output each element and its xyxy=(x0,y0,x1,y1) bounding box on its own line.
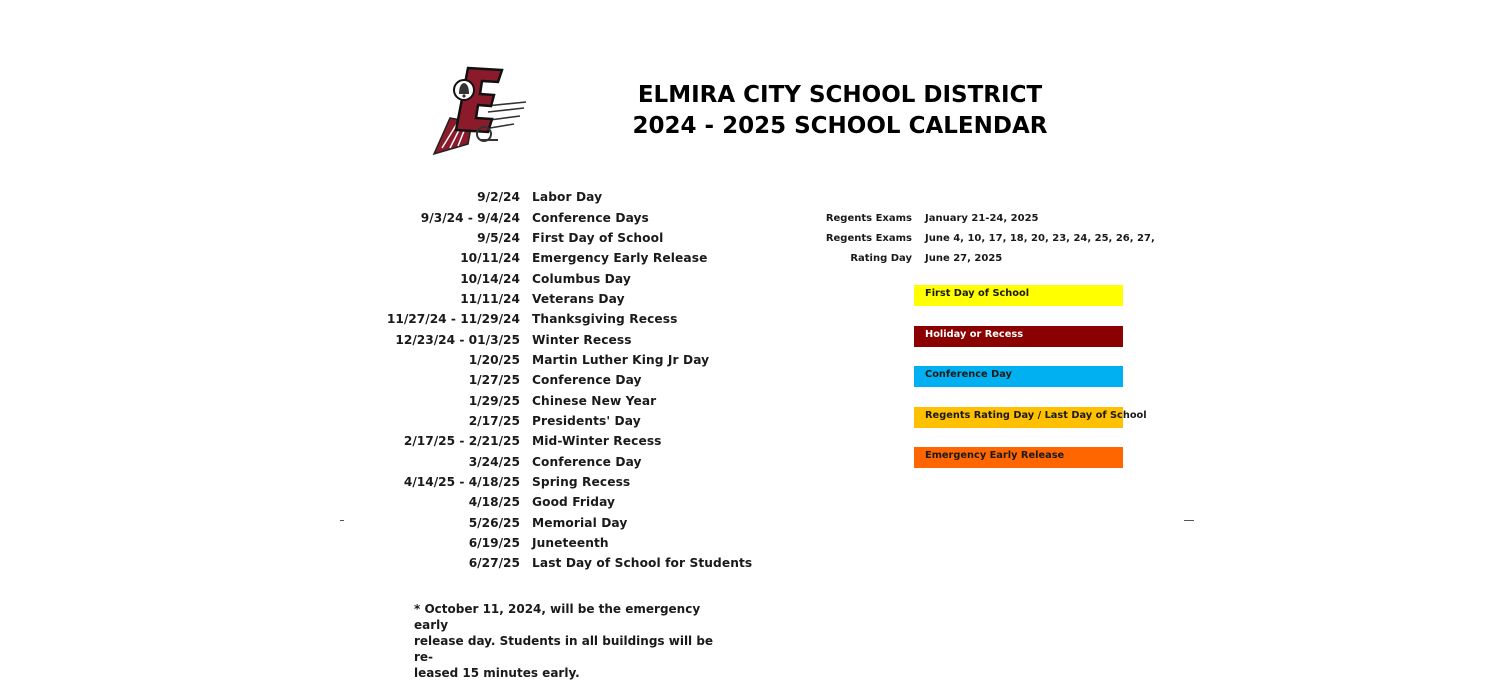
event-name: Columbus Day xyxy=(532,271,631,286)
event-name: Presidents' Day xyxy=(532,413,641,428)
list-item xyxy=(330,370,752,390)
district-title: ELMIRA CITY SCHOOL DISTRICT xyxy=(637,82,1043,108)
event-name: Spring Recess xyxy=(532,474,631,489)
event-date: 10/11/24 xyxy=(460,251,520,266)
event-name: Mid-Winter Recess xyxy=(532,434,662,449)
page-title xyxy=(600,80,1080,142)
event-name: Martin Luther King Jr Day xyxy=(532,352,710,367)
list-item xyxy=(330,268,752,288)
list-item xyxy=(330,289,752,309)
event-date: 4/18/25 xyxy=(468,495,520,510)
footnote-line: release day. Students in all buildings will be re- xyxy=(414,634,714,664)
event-name: Good Friday xyxy=(532,495,616,510)
list-item xyxy=(330,248,752,268)
exam-row xyxy=(780,248,1155,268)
exam-label: Rating Day xyxy=(850,252,912,264)
list-item xyxy=(330,492,752,512)
event-date: 2/17/25 - 2/21/25 xyxy=(403,434,520,449)
legend-early-release: Emergency Early Release xyxy=(914,447,1123,468)
event-name: Thanksgiving Recess xyxy=(532,312,678,327)
event-name: Chinese New Year xyxy=(532,393,657,408)
list-item xyxy=(330,228,752,248)
event-date: 10/14/24 xyxy=(460,271,520,286)
event-name: Last Day of School for Students xyxy=(532,556,753,571)
list-item xyxy=(330,309,752,329)
footnote xyxy=(414,601,714,681)
exam-value: June 4, 10, 17, 18, 20, 23, 24, 25, 26, 27, xyxy=(925,232,1155,244)
exam-label: Regents Exams xyxy=(825,212,912,224)
event-date: 1/29/25 xyxy=(468,393,520,408)
event-name: First Day of School xyxy=(532,230,664,245)
list-item xyxy=(330,207,752,227)
list-item xyxy=(330,390,752,410)
calendar-title: 2024 - 2025 SCHOOL CALENDAR xyxy=(632,113,1048,139)
list-item xyxy=(330,533,752,553)
event-name: Labor Day xyxy=(532,190,603,205)
event-date: 5/26/25 xyxy=(468,515,520,530)
event-name: Conference Day xyxy=(532,373,642,388)
list-item xyxy=(330,350,752,370)
event-name: Memorial Day xyxy=(532,515,628,530)
list-item xyxy=(330,553,752,573)
bell-icon xyxy=(454,80,474,100)
legend-conference: Conference Day xyxy=(914,366,1123,387)
list-item xyxy=(330,472,752,492)
page-mark xyxy=(1184,520,1194,521)
exams-list xyxy=(780,208,1155,268)
event-date: 9/3/24 - 9/4/24 xyxy=(420,210,520,225)
event-date: 1/20/25 xyxy=(468,352,520,367)
legend xyxy=(914,285,1147,488)
event-date: 6/27/25 xyxy=(468,556,520,571)
list-item xyxy=(330,451,752,471)
event-name: Conference Days xyxy=(532,210,649,225)
event-name: Emergency Early Release xyxy=(532,251,708,266)
event-name: Conference Day xyxy=(532,454,642,469)
event-date: 6/19/25 xyxy=(468,536,520,551)
events-list xyxy=(330,187,752,574)
event-name: Veterans Day xyxy=(532,291,625,306)
event-name: Juneteenth xyxy=(532,536,609,551)
footnote-line: leased 15 minutes early. xyxy=(414,666,580,680)
exam-row xyxy=(780,228,1155,248)
elmira-logo xyxy=(428,62,532,158)
list-item xyxy=(330,411,752,431)
page-mark xyxy=(340,520,344,521)
event-date: 4/14/25 - 4/18/25 xyxy=(403,474,520,489)
exam-label: Regents Exams xyxy=(825,232,912,244)
list-item xyxy=(330,431,752,451)
footnote-line: * October 11, 2024, will be the emergency early xyxy=(414,602,701,632)
event-date: 1/27/25 xyxy=(468,373,520,388)
list-item xyxy=(330,513,752,533)
event-date: 11/11/24 xyxy=(460,291,520,306)
event-date: 2/17/25 xyxy=(468,413,520,428)
event-date: 9/2/24 xyxy=(477,190,520,205)
list-item xyxy=(330,329,752,349)
legend-regents-rating: Regents Rating Day / Last Day of School xyxy=(914,407,1123,428)
legend-holiday: Holiday or Recess xyxy=(914,326,1123,347)
event-date: 9/5/24 xyxy=(477,230,520,245)
exam-value: June 27, 2025 xyxy=(925,252,1003,264)
event-date: 3/24/25 xyxy=(468,454,520,469)
list-item xyxy=(330,187,752,207)
legend-first-day: First Day of School xyxy=(914,285,1123,306)
exam-row xyxy=(780,208,1155,228)
event-date: 12/23/24 - 01/3/25 xyxy=(395,332,520,347)
exam-value: January 21-24, 2025 xyxy=(925,212,1039,224)
event-date: 11/27/24 - 11/29/24 xyxy=(386,312,520,327)
event-name: Winter Recess xyxy=(532,332,632,347)
